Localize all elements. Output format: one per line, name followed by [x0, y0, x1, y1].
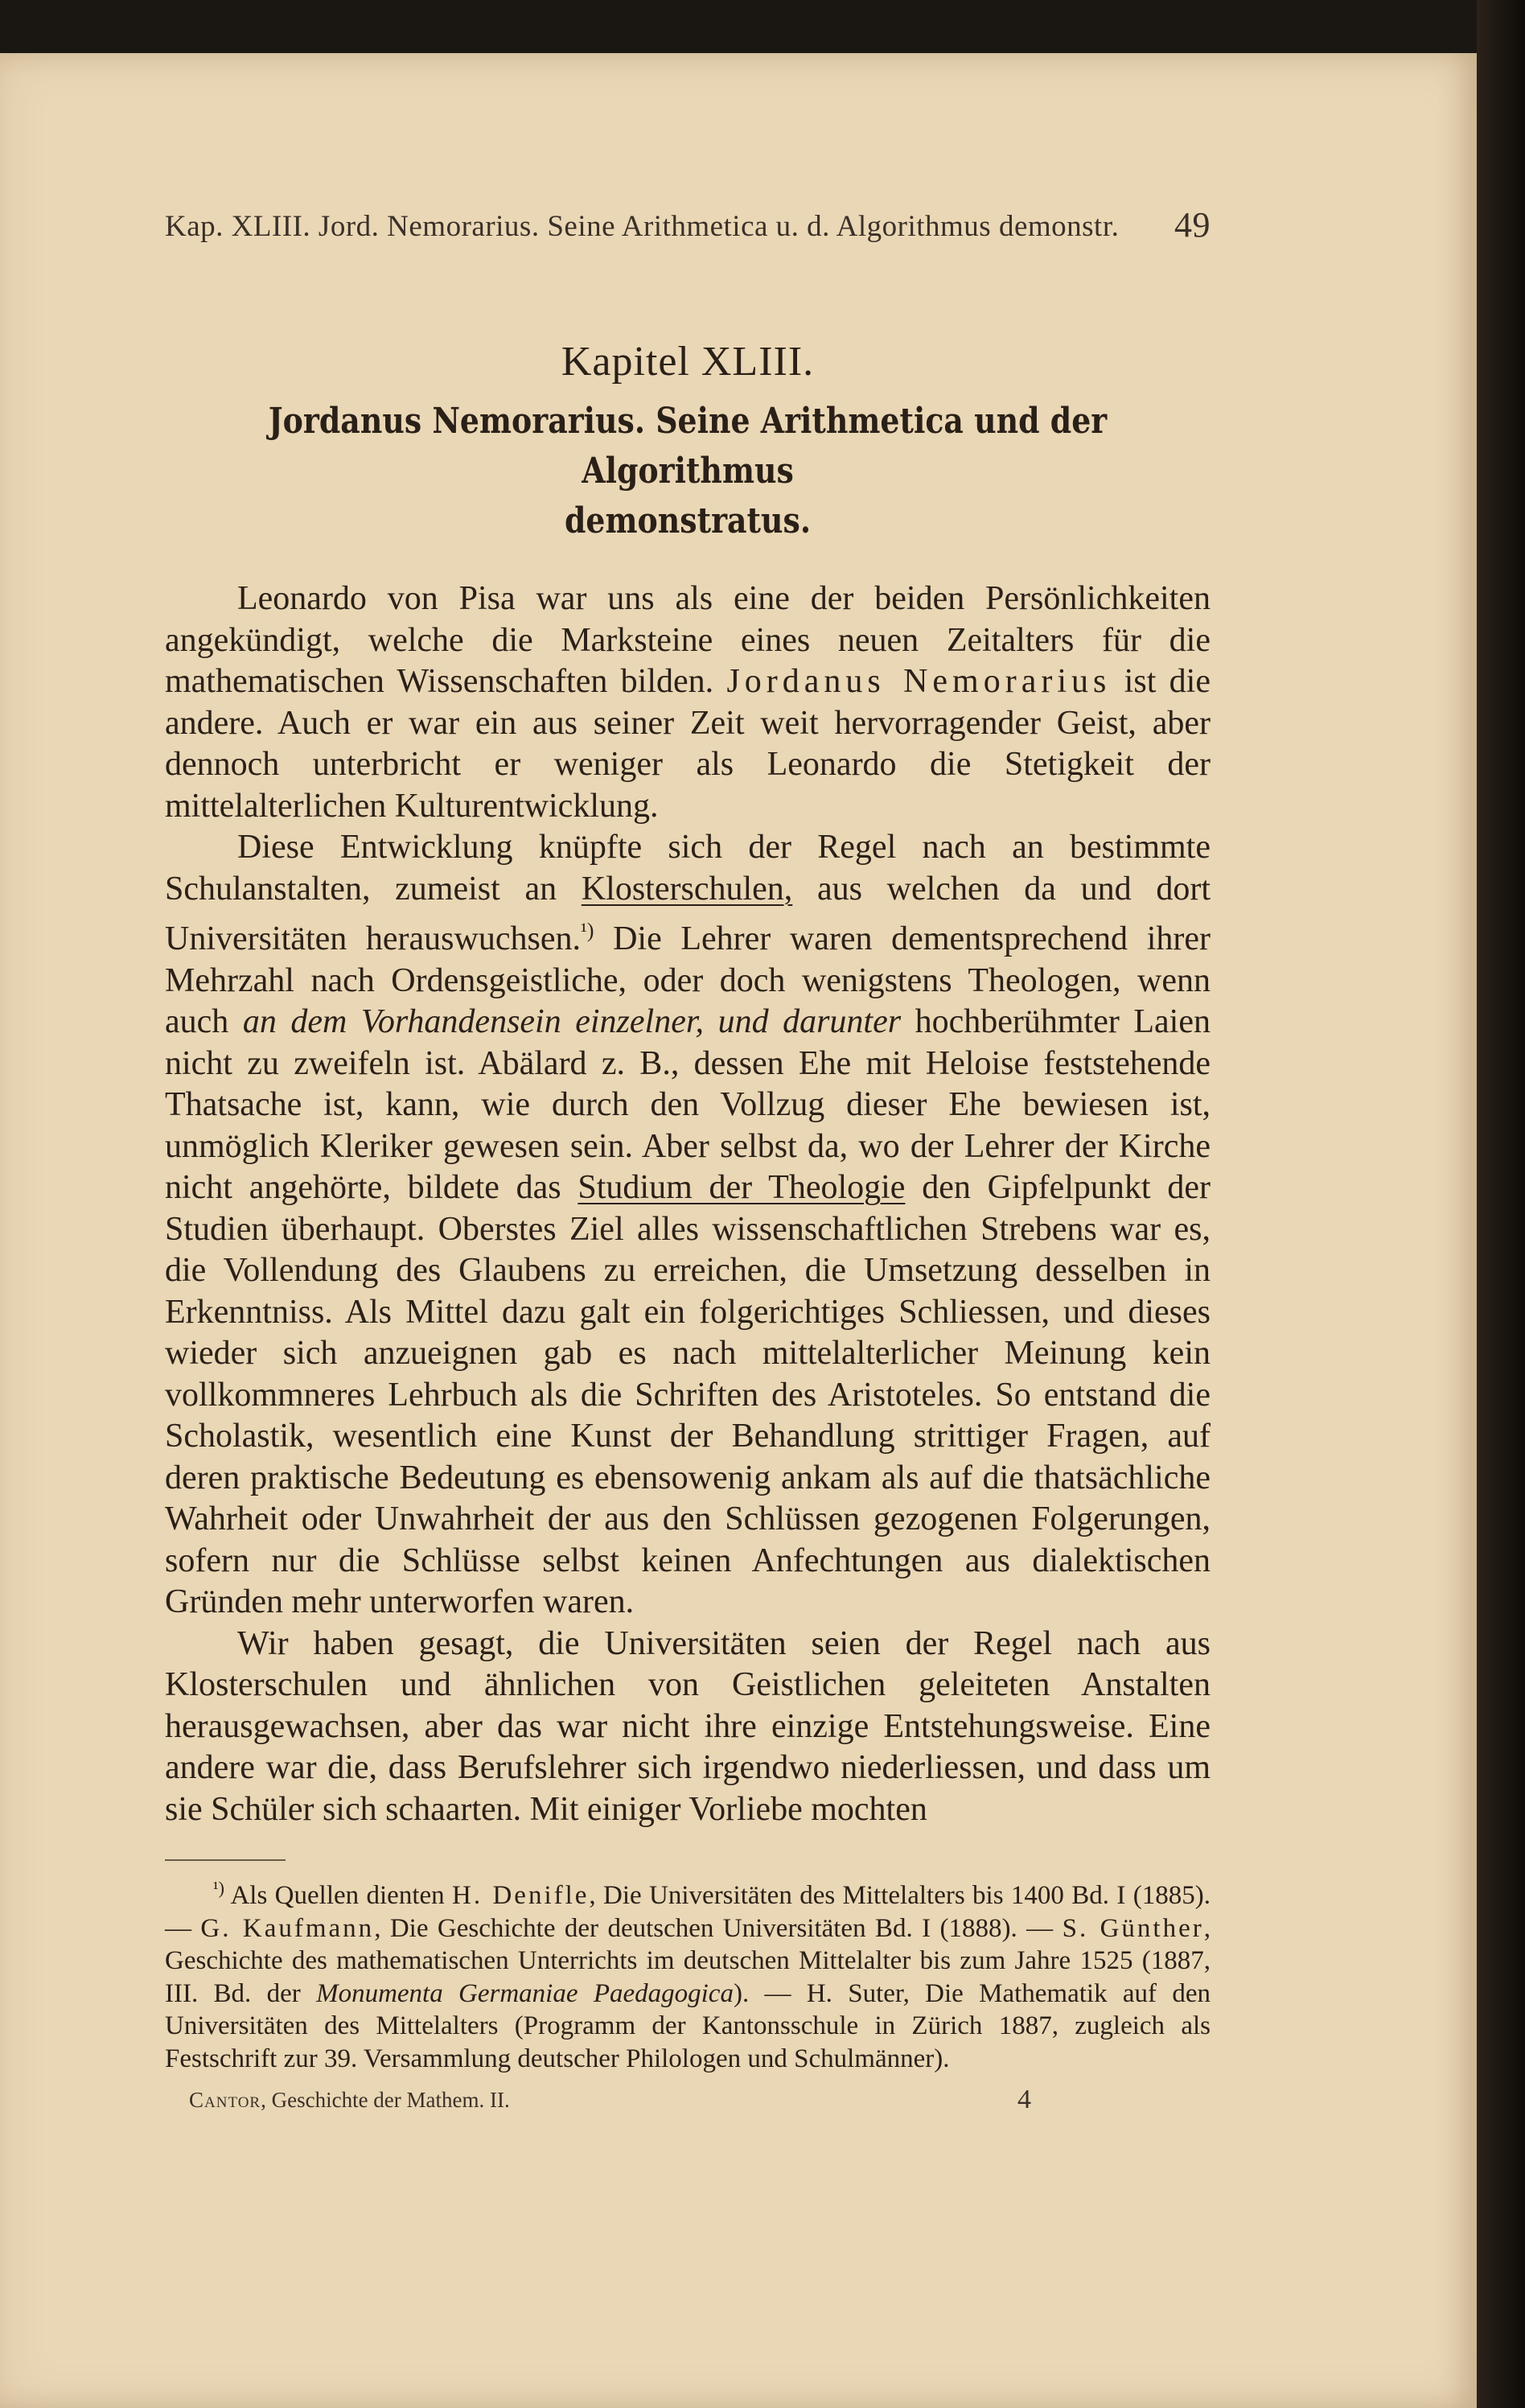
footnote-marker: ¹)	[213, 1878, 224, 1898]
author-name: S. Günther	[1062, 1913, 1204, 1943]
text-run: Diese Entwicklung knüpfte sich der Regel nach an bestimmte Schulanstalten, zumeist an	[165, 829, 1211, 908]
running-head-text: Kap. XLIII. Jord. Nemorarius. Seine Arithmetica u. d. Algorithmus demonstr.	[165, 210, 1120, 243]
page-number: 49	[1174, 205, 1211, 245]
paragraph-1	[165, 578, 1211, 827]
text-run: Die Lehrer waren dementsprechend ihrer Mehrzahl nach Ordensgeistliche, oder doch wenigstens Theologen, wenn auch	[165, 920, 1211, 1040]
text-run: Leonardo von Pisa war uns als eine der beiden Persönlichkeiten angekündigt, welche die Marksteine eines neuen Zeitalters für die mathematischen Wissenschaften bilden.	[165, 580, 1211, 700]
footnote-ref: ¹)	[580, 919, 594, 942]
underlined-term: Studium der Theologie	[578, 1169, 906, 1206]
underlined-term: Klosterschulen,	[581, 870, 793, 908]
text-run: den Gipfelpunkt der Studien überhaupt. Oberstes Ziel alles wissenschaftlichen Strebens war es, die Vollendung des Glaubens zu erreichen, die Umsetzung desselben in Erkenntniss. Als Mittel dazu galt ein folgerichtiges Schliessen, und dieses wieder sich anzueignen gab es nach mittelalterlicher Meinung kein vollkommneres Lehrbuch als die Schriften des Aristoteles. So entstand die Scholastik, wesentlich eine Kunst der Behandlung strittiger Fragen, auf deren praktische Bedeutung es ebensowenig ankam als auf die thatsächliche Wahrheit oder Unwahrheit der aus den Schlüssen gezogenen Folgerungen, sofern nur die Schlüsse selbst keinen Anfechtungen aus dialektischen Gründen mehr unterworfen waren.	[165, 1169, 1211, 1620]
signature-line	[165, 2085, 1211, 2128]
italic-title: Monumenta Germaniae Paedagogica	[316, 1978, 734, 2008]
text-run: , Die Universitäten des Mittelalters bis 1400 Bd. I (1885). —	[165, 1881, 1211, 1943]
section-title-line2: demonstratus.	[564, 500, 812, 541]
author-name: G. Kaufmann	[200, 1913, 375, 1943]
book-spine-edge	[1477, 0, 1525, 2408]
signature-rest: , Geschichte der Mathem. II.	[261, 2088, 510, 2112]
person-name: Jordanus Nemorarius	[726, 663, 1112, 700]
signature-author: Cantor	[189, 2088, 261, 2112]
page-content	[165, 153, 1211, 2128]
body-text	[165, 578, 1211, 1830]
paragraph-3: Wir haben gesagt, die Universitäten seien der Regel nach aus Klosterschulen und ähnlichen von Geistlichen geleiteten Anstalten herausgewachsen, aber das war nicht ihre einzige Entstehungsweise. Eine andere war die, dass Berufslehrer sich irgendwo niederliessen, und dass um sie Schüler sich schaarten. Mit einiger Vorliebe mochten	[165, 1624, 1211, 1828]
text-run: , Geschichte des mathematischen Unterrichts im deutschen Mittelalter bis zum Jahre 1525 (1887, III. Bd. der	[165, 1913, 1211, 2008]
signature-mark: 4	[1017, 2085, 1031, 2114]
running-head	[165, 153, 1211, 245]
footnote	[165, 1872, 1211, 2075]
author-name: H. Denifle	[452, 1881, 590, 1910]
text-run: hochberühmter Laien nicht zu zweifeln ist. Abälard z. B., dessen Ehe mit Heloise feststehende Thatsache ist, kann, wie durch den Vollzug dieser Ehe bewiesen ist, unmöglich Kleriker gewesen sein. Aber selbst da, wo der Lehrer der Kirche nicht angehörte, bildete das	[165, 1003, 1211, 1206]
section-title	[238, 397, 1137, 546]
text-run: aus welchen da und dort Universitäten herauswuchsen.	[165, 870, 1211, 957]
text-run: Als Quellen dienten	[224, 1881, 453, 1910]
chapter-title: Kapitel XLIII.	[561, 339, 815, 385]
paragraph-2	[165, 827, 1211, 1624]
footnote-rule	[165, 1859, 286, 1861]
text-run: , Die Geschichte der deutschen Universitäten Bd. I (1888). —	[374, 1913, 1063, 1943]
italic-phrase: an dem Vorhandensein einzelner, und darunter	[242, 1003, 902, 1040]
section-title-line1: Jordanus Nemorarius. Seine Arithmetica und der Algorithmus	[268, 401, 1108, 492]
text-run: ist die andere. Auch er war ein aus seiner Zeit weit hervorragender Geist, aber dennoch unterbricht er weniger als Leonardo die Stetigkeit der mittelalterlichen Kulturentwicklung.	[165, 663, 1211, 825]
signature-title	[189, 2088, 510, 2113]
text-run: ). — H. Suter, Die Mathematik auf den Universitäten des Mittelalters (Programm der Kantonsschule in Zürich 1887, zugleich als Festschrift zur 39. Versammlung deutscher Philologen und Schulmänner).	[165, 1978, 1211, 2073]
